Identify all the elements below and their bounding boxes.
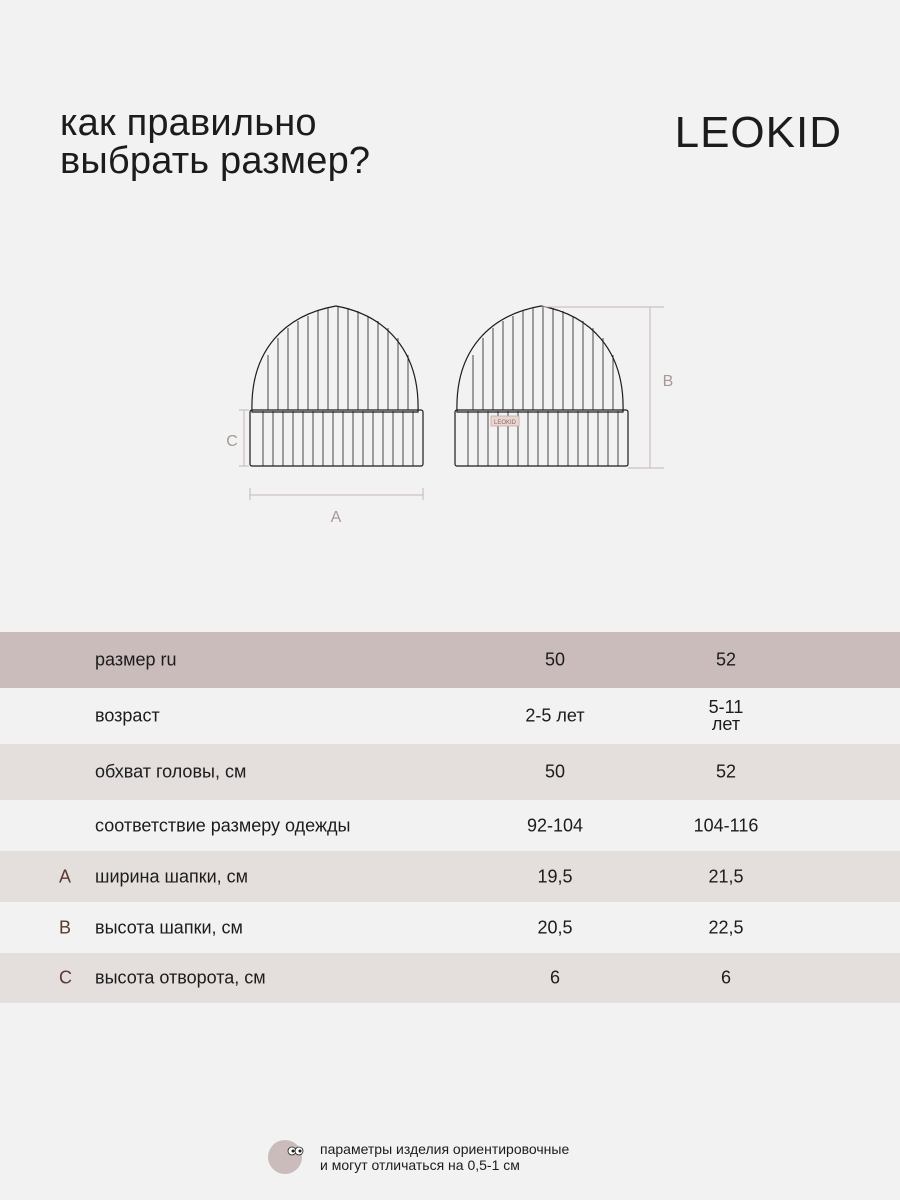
- dimension-label-c: C: [226, 433, 238, 450]
- row-value-size-50: 2-5 лет: [525, 705, 585, 726]
- table-row: [0, 851, 900, 902]
- row-param: соответствие размеру одежды: [95, 815, 351, 835]
- dimension-lines: [239, 307, 664, 500]
- row-param: обхват головы, см: [95, 761, 247, 782]
- mascot-blob-icon: [268, 1139, 308, 1175]
- dimension-label-b: B: [662, 373, 674, 390]
- row-param: размер ru: [95, 649, 177, 670]
- row-letter: B: [59, 917, 72, 937]
- row-value-size-50: 50: [544, 761, 566, 782]
- row-value-size-52: 5-11 лет: [708, 697, 744, 734]
- row-param: ширина шапки, см: [95, 866, 249, 886]
- disclaimer-line-1: параметры изделия ориентировочные: [320, 1141, 570, 1157]
- title-line-1: как правильно: [60, 102, 317, 144]
- row-value-size-50: 20,5: [537, 917, 573, 937]
- table-row: [0, 800, 900, 851]
- row-value-size-52: 52: [715, 761, 737, 782]
- row-value-size-50: 92-104: [526, 815, 584, 835]
- row-value-size-50: 50: [544, 649, 566, 670]
- brand-tag-text: LEOKID: [493, 420, 517, 426]
- table-row: [0, 902, 900, 953]
- row-value-size-52: 104-116: [693, 815, 759, 835]
- hat-back-illustration: [455, 306, 628, 466]
- row-param: высота шапки, см: [95, 917, 243, 937]
- hat-front-illustration: [250, 306, 423, 466]
- row-value-size-52: 21,5: [708, 866, 744, 886]
- brand-logo: LEOKID: [674, 108, 842, 157]
- row-value-size-52: 6: [720, 967, 731, 988]
- table-row: [0, 953, 900, 1003]
- page-title: [60, 104, 370, 180]
- dimension-label-a: A: [330, 509, 342, 526]
- title-line-2: выбрать размер?: [60, 140, 371, 182]
- table-row: [0, 688, 900, 744]
- row-letter: A: [59, 866, 72, 886]
- row-param: высота отворота, см: [95, 967, 266, 988]
- row-param: возраст: [95, 705, 160, 726]
- row-value-size-52: 22,5: [708, 917, 744, 937]
- hat-size-diagram: [0, 280, 900, 540]
- row-letter: C: [59, 967, 72, 988]
- table-row: [0, 632, 900, 688]
- size-table: [0, 632, 900, 1003]
- row-value-size-52: 52: [715, 649, 737, 670]
- disclaimer-text: [320, 1141, 569, 1173]
- row-value-size-50: 6: [549, 967, 560, 988]
- row-value-size-50: 19,5: [537, 866, 573, 886]
- table-row: [0, 744, 900, 800]
- disclaimer-line-2: и могут отличаться на 0,5-1 см: [320, 1157, 520, 1173]
